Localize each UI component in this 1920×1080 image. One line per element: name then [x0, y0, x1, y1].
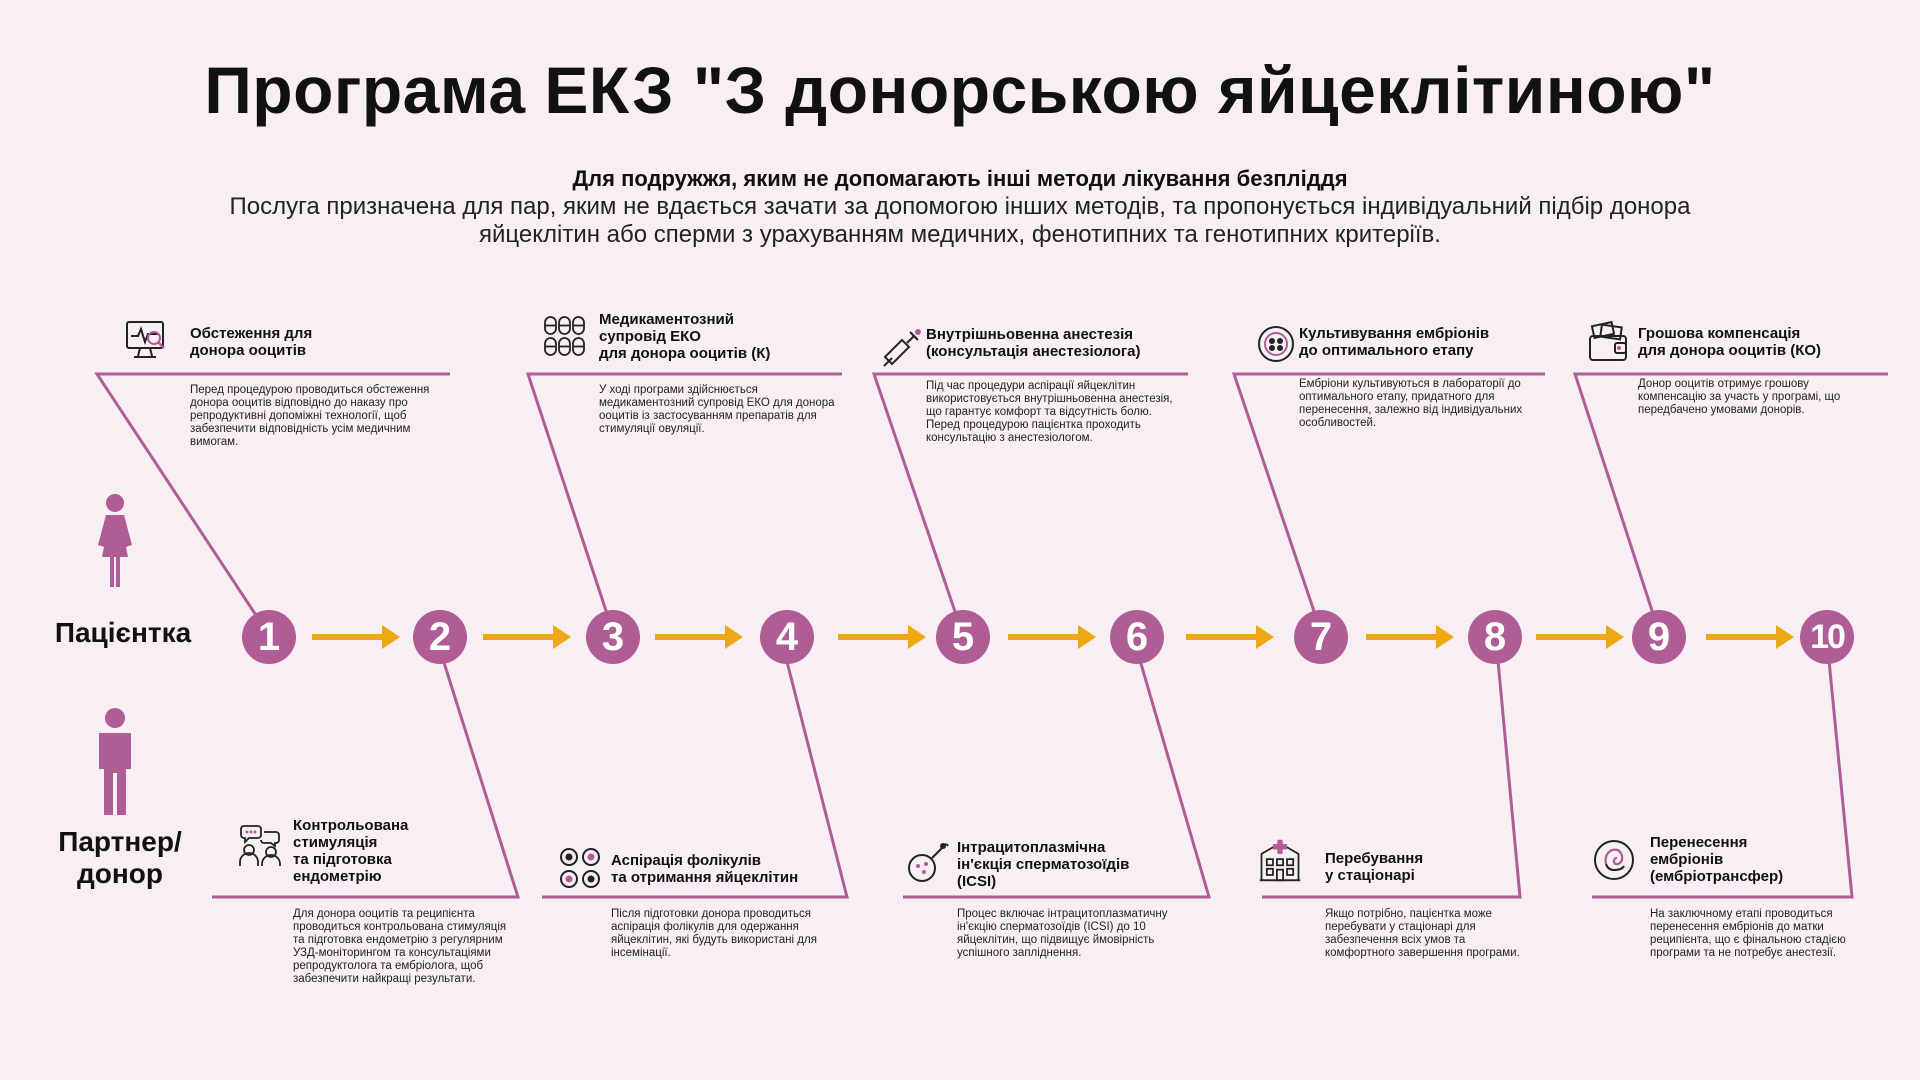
step-circle-6: 6	[1110, 610, 1164, 664]
step-7-text: Ембріони культивуються в лабораторії до оптимального етапу, придатного для перенесення, залежно від індивідуальних особливостей.	[1299, 378, 1523, 429]
step-10-title: Перенесення ембріонів (ембріотрансфер)	[1650, 834, 1784, 885]
male-figure-icon	[93, 707, 137, 817]
female-figure-icon	[92, 493, 138, 589]
arrow-icon	[1008, 622, 1098, 652]
step-6-title: Інтрацитоплазмічна ін'єкція сперматозоїдів (ICSI)	[957, 839, 1130, 890]
step-circle-10: 10	[1800, 610, 1854, 664]
step-circle-8: 8	[1468, 610, 1522, 664]
step-3-title: Медикаментозний супровід ЕКО для донора ооцитів (К)	[599, 311, 771, 362]
step-1-title: Обстеження для донора ооцитів	[190, 325, 313, 359]
pills-icon	[543, 314, 587, 358]
step-circle-3: 3	[586, 610, 640, 664]
step-circle-2: 2	[413, 610, 467, 664]
step-2-text: Для донора ооцитів та реципієнта проводиться контрольована стимуляція та підготовка ендометрію з регулярним УЗД-моніторингом та консультаціями репродуктолога та ембріолога, щоб забезпечити найкращі результати.	[293, 908, 507, 985]
page-description: Послуга призначена для пар, яким не вдається зачати за допомогою інших методів, та пропонується індивідуальний підбір донора яйцеклітин або сперми з урахуванням медичних, фенотипних та генотипних критеріїв.	[229, 193, 1691, 248]
arrow-icon	[312, 622, 402, 652]
arrow-icon	[1706, 622, 1796, 652]
step-circle-9: 9	[1632, 610, 1686, 664]
step-circle-1: 1	[242, 610, 296, 664]
step-5-text: Під час процедури аспірації яйцеклітин використовується внутрішньовенна анестезія, що гарантує комфорт та відсутність болю. Перед процедурою пацієнтка проходить консультацію з анестезіологом.	[926, 380, 1173, 444]
arrow-icon	[483, 622, 573, 652]
arrow-icon	[655, 622, 745, 652]
step-4-text: Після підготовки донора проводиться аспірація фолікулів для одержання яйцеклітин, які будуть використані для інсемінації.	[611, 908, 817, 959]
embryo-transfer-icon	[1592, 838, 1636, 882]
consultation-icon	[238, 824, 282, 868]
embryo-culture-icon	[1254, 322, 1298, 366]
role-partner-donor: Партнер/ донор	[58, 826, 182, 889]
step-7-title: Культивування ембріонів до оптимального етапу	[1299, 325, 1490, 359]
step-9-text: Донор ооцитів отримує грошову компенсацію за участь у програмі, що передбачено умовами донорів.	[1638, 378, 1841, 416]
step-2-title: Контрольована стимуляція та підготовка ендометрію	[293, 817, 409, 885]
step-3-text: У ході програми здійснюється медикаментозний супровід ЕКО для донора ооцитів із застосуванням препаратів для стимуляції овуляції.	[599, 384, 835, 435]
wallet-icon	[1587, 320, 1631, 364]
role-patient: Пацієнтка	[54, 617, 192, 648]
arrow-icon	[838, 622, 928, 652]
step-circle-7: 7	[1294, 610, 1348, 664]
monitor-diagnostics-icon	[124, 318, 168, 362]
step-5-title: Внутрішньовенна анестезія (консультація анестезіолога)	[926, 326, 1141, 360]
arrow-icon	[1536, 622, 1626, 652]
hospital-icon	[1258, 838, 1302, 882]
follicles-icon	[558, 846, 602, 890]
step-8-title: Перебування у стаціонарі	[1325, 850, 1424, 884]
page-subtitle: Для подружжя, яким не допомагають інші методи лікування безпліддя	[572, 166, 1348, 191]
page-title: Програма ЕКЗ "З донорською яйцеклітиною"	[204, 53, 1716, 127]
arrow-icon	[1186, 622, 1276, 652]
syringe-icon	[880, 326, 924, 370]
step-6-text: Процес включає інтрацитоплазматичну ін'єкцію сперматозоїдів (ICSI) до 10 яйцеклітин, що підвищує ймовірність успішного запліднення.	[957, 908, 1168, 959]
step-9-title: Грошова компенсація для донора ооцитів (КО)	[1638, 325, 1822, 359]
step-circle-4: 4	[760, 610, 814, 664]
step-10-text: На заключному етапі проводиться перенесення ембріонів до матки реципієнта, що є фінальною стадією програми та не потребує анестезії.	[1650, 908, 1846, 959]
step-4-title: Аспірація фолікулів та отримання яйцеклітин	[611, 852, 799, 886]
step-circle-5: 5	[936, 610, 990, 664]
step-8-text: Якщо потрібно, пацієнтка може перебувати у стаціонарі для забезпечення всіх умов та комфортного завершення програми.	[1325, 908, 1520, 959]
arrow-icon	[1366, 622, 1456, 652]
step-1-text: Перед процедурою проводиться обстеження донора ооцитів відповідно до наказу про репродуктивні допоміжні технології, щоб забезпечити відповідність усім медичним вимогам.	[190, 384, 430, 448]
icsi-icon	[906, 840, 950, 884]
